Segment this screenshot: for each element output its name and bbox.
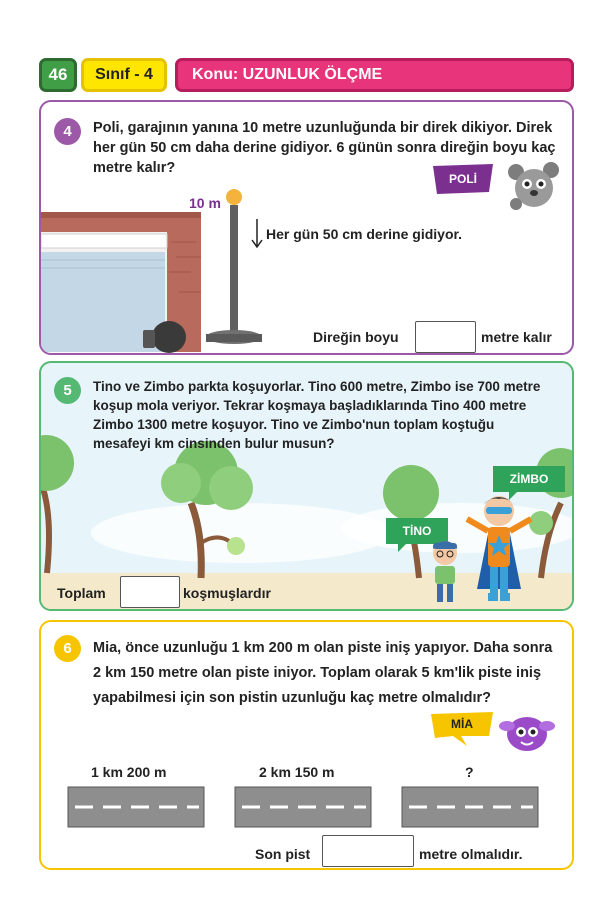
question-6-number: 6 [54,635,81,662]
tino-character-icon [427,539,463,607]
q4-answer-box[interactable] [415,321,476,353]
question-4-card [39,100,574,355]
runway-3 [401,786,539,828]
q4-answer-prefix: Direğin boyu [313,329,399,345]
runway-1 [67,786,205,828]
question-5-text: Tino ve Zimbo parkta koşuyorlar. Tino 600 metre, Zimbo ise 700 metre koşup mola veriyor. Tekrar koşmaya başladıklarında Tino 400 metre Zimbo 1300 metre koşuyor. Tino ve Zimbo'nun toplam koştuğu mesafeyi km cinsinden bulur musun? [93,379,541,451]
poli-character-icon [506,160,561,215]
runway-1-label: 1 km 200 m [91,764,167,780]
question-4-text: Poli, garajının yanına 10 metre uzunluğunda bir direk dikiyor. Direk her gün 50 cm daha derine gidiyor. 6 günün sonra direğin boyu kaç metre kalır? [93,120,556,176]
poli-badge: POLİ [448,172,477,186]
q6-answer-suffix: metre olmalıdır. [419,846,523,862]
mia-character-icon [499,710,555,756]
zimbo-badge: ZİMBO [509,472,549,486]
question-5-number: 5 [54,377,81,404]
runway-2-label: 2 km 150 m [259,764,335,780]
tino-badge: TİNO [402,524,432,538]
pole-illustration [201,187,281,352]
question-4-number: 4 [54,118,81,145]
runway-3-label: ? [465,764,474,780]
topic-title: Konu: UZUNLUK ÖLÇME [175,58,574,92]
pole-height-label: 10 m [189,195,221,211]
down-arrow-icon [251,219,263,249]
grade-label: Sınıf - 4 [81,58,167,92]
daily-depth-note: Her gün 50 cm derine gidiyor. [266,226,463,242]
zimbo-character-icon [459,489,539,611]
page-number: 46 [39,58,77,92]
garage-illustration [41,212,221,355]
question-5-card [39,361,574,611]
q5-answer-box[interactable] [120,576,180,608]
q5-answer-prefix: Toplam [57,585,106,601]
question-6-text: Mia, önce uzunluğu 1 km 200 m olan piste iniş yapıyor. Daha sonra 2 km 150 metre olan piste iniyor. Toplam olarak 5 km'lik piste iniş yapabilmesi için son pistin uzunluğu kaç metre olmalıdır? [93,640,553,706]
q6-answer-box[interactable] [322,835,414,867]
q5-answer-suffix: koşmuşlardır [183,585,271,601]
q6-answer-prefix: Son pist [255,846,311,862]
page-header [39,58,574,92]
runway-2 [234,786,372,828]
mia-badge: MİA [451,717,473,731]
q4-answer-suffix: metre kalır [481,329,552,345]
question-6-card [39,620,574,870]
